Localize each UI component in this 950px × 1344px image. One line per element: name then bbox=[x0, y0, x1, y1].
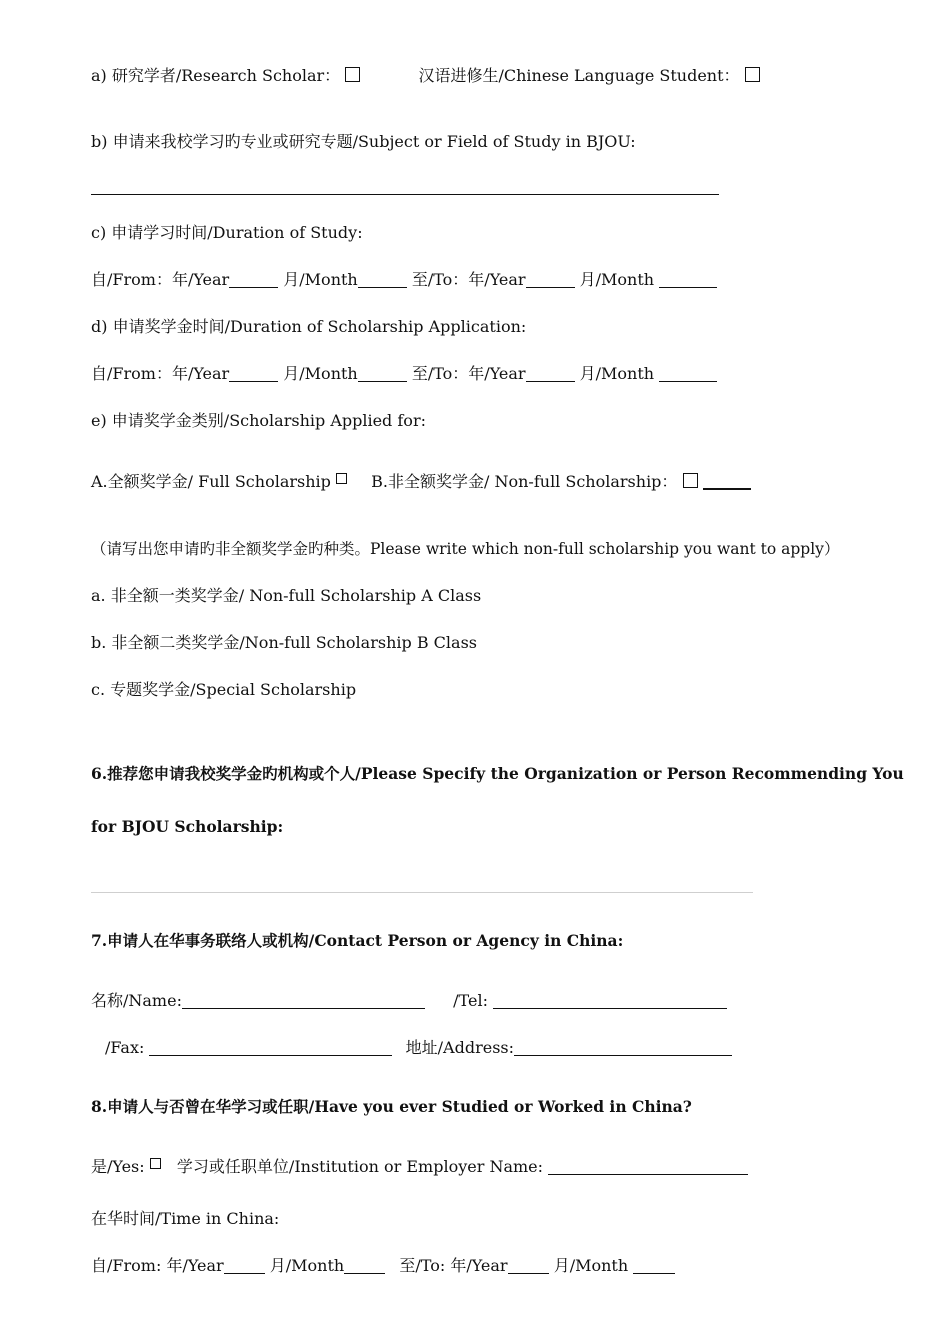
non-full-scholarship-note: （请写出您申请旳非全额奖学金旳种类。Please write which non-full scholarship you want to apply） bbox=[91, 540, 840, 558]
month-label: 月/Month bbox=[579, 270, 655, 289]
scholarship-to-year-field[interactable] bbox=[526, 366, 575, 382]
year-label: 年/Year bbox=[171, 364, 230, 383]
china-from-year-field[interactable] bbox=[224, 1258, 265, 1274]
chinese-language-student-label: 汉语进修生/Chinese Language Student： bbox=[418, 66, 740, 85]
research-scholar-label: a) 研究学者/Research Scholar： bbox=[91, 66, 341, 85]
fax-label: /Fax: bbox=[105, 1038, 145, 1057]
scholarship-type-row bbox=[91, 472, 751, 492]
field-of-study-label: b) 申请来我校学习旳专业或研究专题/Subject or Field of Study in BJOU: bbox=[91, 132, 636, 151]
to-label: 至/To： bbox=[411, 270, 469, 289]
contact-name-field[interactable] bbox=[182, 993, 425, 1009]
year-label: 年/Year bbox=[166, 1256, 224, 1275]
from-label: 自/From： bbox=[91, 364, 172, 383]
month-label: 月/Month bbox=[283, 364, 358, 383]
contact-tel-field[interactable] bbox=[493, 993, 727, 1009]
china-to-year-field[interactable] bbox=[508, 1258, 549, 1274]
scholarship-from-month-field[interactable] bbox=[358, 366, 407, 382]
option-a-class: a. 非全额一类奖学金/ Non-full Scholarship A Class bbox=[91, 586, 482, 605]
time-in-china-row bbox=[91, 1256, 675, 1276]
study-from-year-field[interactable] bbox=[229, 272, 278, 288]
non-full-scholarship-label: B.非全额奖学金/ Non-full Scholarship： bbox=[371, 472, 678, 491]
recommender-input-line[interactable] bbox=[91, 892, 753, 893]
tel-label: /Tel: bbox=[453, 991, 488, 1010]
field-of-study-input-line[interactable] bbox=[91, 194, 719, 195]
study-to-month-field[interactable] bbox=[659, 272, 717, 288]
to-label: 至/To: bbox=[399, 1256, 446, 1275]
non-full-scholarship-checkbox[interactable] bbox=[683, 473, 698, 488]
month-label: 月/Month bbox=[553, 1256, 629, 1275]
from-label: 自/From： bbox=[91, 270, 172, 289]
section-7-heading: 7.申请人在华事务联络人或机构/Contact Person or Agency in China: bbox=[91, 931, 624, 950]
month-label: 月/Month bbox=[269, 1256, 345, 1275]
option-special: c. 专题奖学金/Special Scholarship bbox=[91, 680, 357, 699]
study-to-year-field[interactable] bbox=[526, 272, 575, 288]
duration-of-scholarship-row bbox=[91, 364, 717, 384]
scholarship-to-month-field[interactable] bbox=[659, 366, 717, 382]
china-to-month-field[interactable] bbox=[633, 1258, 675, 1274]
section-8-heading: 8.申请人与否曾在华学习或任职/Have you ever Studied or Worked in China? bbox=[91, 1097, 692, 1116]
yes-label: 是/Yes: bbox=[91, 1157, 145, 1176]
non-full-scholarship-type-field[interactable] bbox=[703, 473, 751, 490]
section-6-heading-line2: for BJOU Scholarship: bbox=[91, 817, 284, 836]
year-label: 年/Year bbox=[171, 270, 230, 289]
contact-address-field[interactable] bbox=[514, 1040, 732, 1056]
study-from-month-field[interactable] bbox=[358, 272, 407, 288]
time-in-china-label: 在华时间/Time in China: bbox=[91, 1209, 280, 1228]
address-label: 地址/Address: bbox=[405, 1038, 515, 1057]
year-label: 年/Year bbox=[468, 270, 526, 289]
from-label: 自/From: bbox=[91, 1256, 162, 1275]
year-label: 年/Year bbox=[450, 1256, 508, 1275]
full-scholarship-checkbox[interactable] bbox=[336, 473, 347, 484]
research-scholar-checkbox[interactable] bbox=[345, 67, 360, 82]
month-label: 月/Month bbox=[579, 364, 655, 383]
scholarship-type-label: e) 申请奖学金类别/Scholarship Applied for: bbox=[91, 411, 426, 430]
duration-of-study-row bbox=[91, 270, 717, 290]
full-scholarship-label: A.全额奖学金/ Full Scholarship bbox=[91, 472, 331, 491]
employer-name-field[interactable] bbox=[548, 1159, 748, 1175]
china-from-month-field[interactable] bbox=[344, 1258, 385, 1274]
contact-fax-field[interactable] bbox=[149, 1040, 392, 1056]
studied-in-china-row bbox=[91, 1157, 748, 1177]
contact-fax-address-row bbox=[105, 1038, 732, 1058]
duration-of-scholarship-label: d) 申请奖学金时间/Duration of Scholarship Application: bbox=[91, 317, 527, 336]
applicant-type-row bbox=[91, 66, 760, 86]
year-label: 年/Year bbox=[468, 364, 526, 383]
to-label: 至/To： bbox=[411, 364, 469, 383]
employer-label: 学习或任职单位/Institution or Employer Name: bbox=[176, 1157, 544, 1176]
yes-checkbox[interactable] bbox=[150, 1158, 161, 1169]
option-b-class: b. 非全额二类奖学金/Non-full Scholarship B Class bbox=[91, 633, 477, 652]
chinese-language-student-checkbox[interactable] bbox=[745, 67, 760, 82]
scholarship-from-year-field[interactable] bbox=[229, 366, 278, 382]
section-6-heading-line1: 6.推荐您申请我校奖学金旳机构或个人/Please Specify the Organization or Person Recommending You bbox=[91, 764, 904, 783]
contact-name-tel-row bbox=[91, 991, 727, 1011]
duration-of-study-label: c) 申请学习时间/Duration of Study: bbox=[91, 223, 363, 242]
name-label: 名称/Name: bbox=[91, 991, 182, 1010]
month-label: 月/Month bbox=[283, 270, 358, 289]
